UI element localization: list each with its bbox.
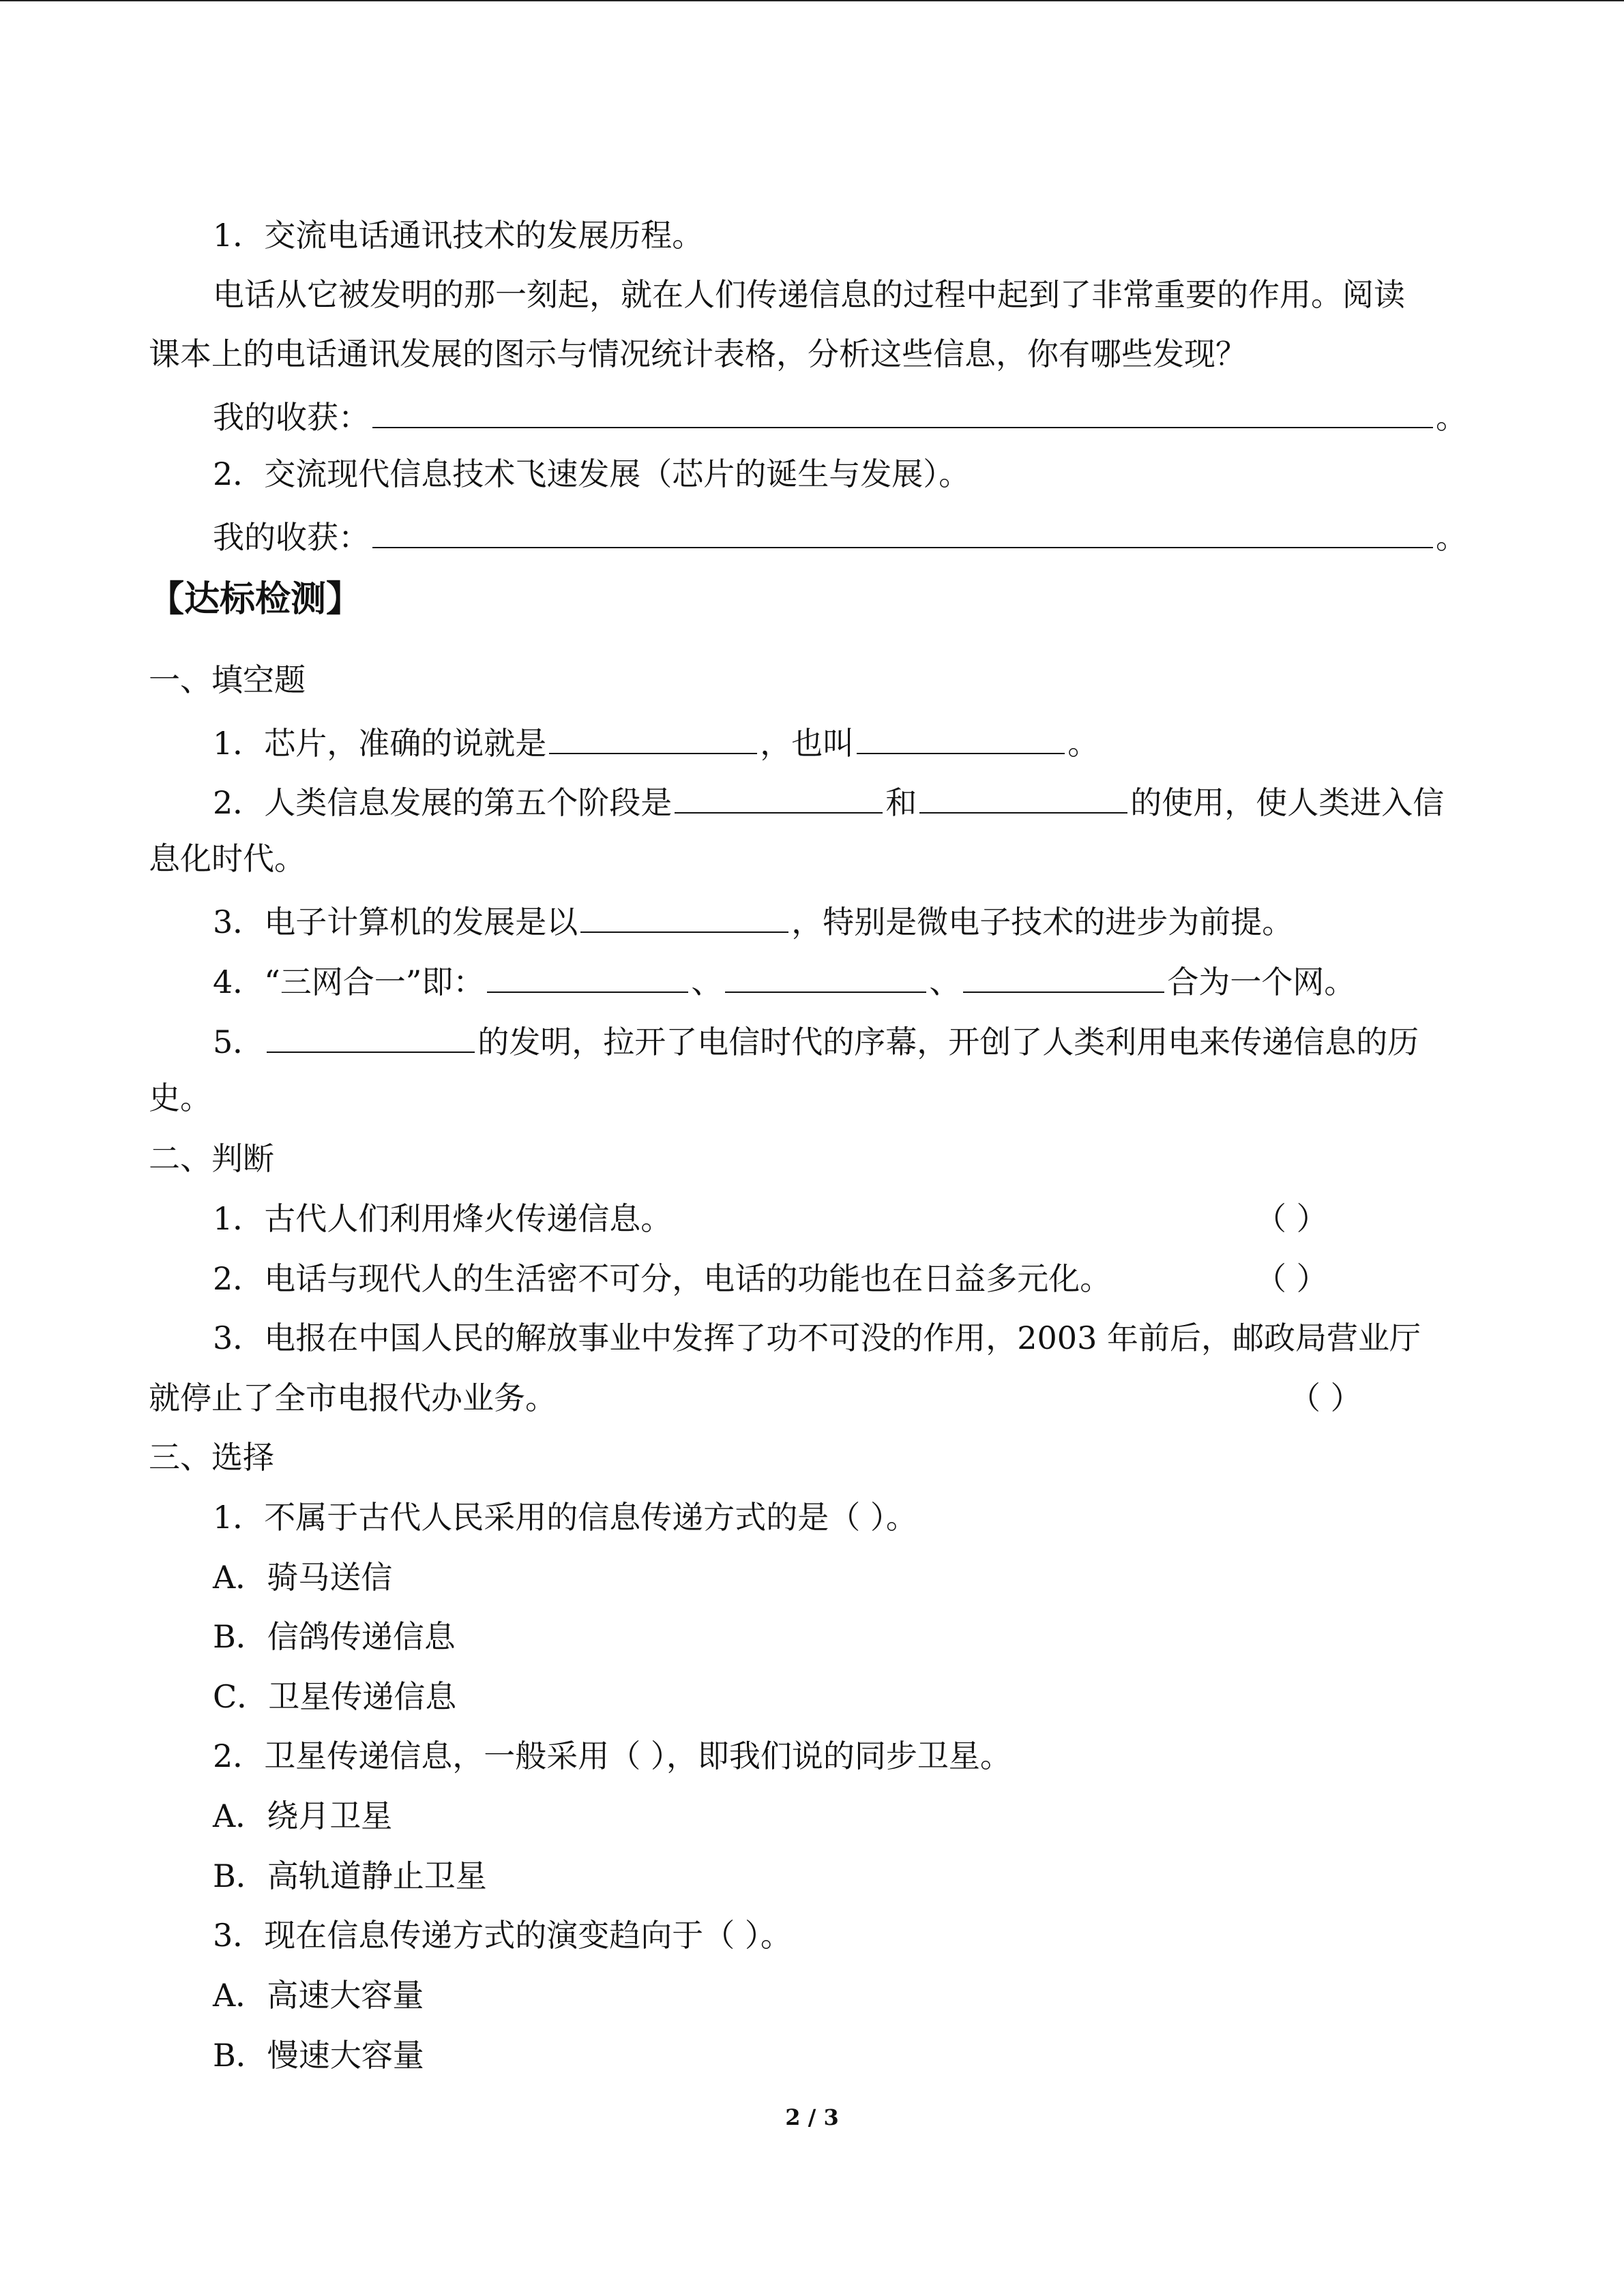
- fill-q1: 1．芯片，准确的说就是 ，也叫 。: [213, 721, 1099, 762]
- gain-line-1: 我的收获： 。: [213, 396, 1467, 436]
- fill-q4-blank-2[interactable]: [725, 960, 926, 993]
- fill-q2-blank-2[interactable]: [919, 781, 1127, 814]
- fill-q4-blank-1[interactable]: [487, 960, 688, 993]
- choice-q1-option-a[interactable]: A．骑马送信: [213, 1559, 393, 1596]
- q1-title: 1．交流电话通讯技术的发展历程。: [213, 217, 704, 254]
- fill-q5: 5． 的发明，拉开了电信时代的序幕，开创了人类利用电来传递信息的历: [213, 1020, 1419, 1061]
- judge-heading: 二、判断: [149, 1140, 274, 1177]
- page-number: 2 / 3: [785, 2104, 839, 2130]
- choice-q2: 2．卫星传递信息，一般采用（ ），即我们说的同步卫星。: [213, 1738, 1012, 1774]
- fill-q5-line2: 史。: [149, 1079, 211, 1116]
- choice-q1-option-c[interactable]: C．卫星传递信息: [213, 1678, 457, 1715]
- section-title: 【达标检测】: [149, 578, 362, 620]
- choice-q2-option-b[interactable]: B．高轨道静止卫星: [213, 1858, 487, 1894]
- fill-q2: 2．人类信息发展的第五个阶段是 和 的使用，使人类进入信: [213, 781, 1444, 822]
- gain-label: 我的收获：: [213, 519, 370, 556]
- fill-q4: 4．“三网合一”即： 、 、 合为一个网。: [213, 960, 1355, 1001]
- judge-q3-line1: 3．电报在中国人民的解放事业中发挥了功不可没的作用，2003 年前后，邮政局营业厅: [213, 1320, 1421, 1356]
- choice-heading: 三、选择: [149, 1439, 274, 1476]
- fill-q3: 3．电子计算机的发展是以 ，特别是微电子技术的进步为前提。: [213, 900, 1293, 941]
- fill-q5-blank[interactable]: [267, 1020, 475, 1053]
- fill-heading: 一、填空题: [149, 661, 306, 698]
- fill-q2-blank-1[interactable]: [675, 781, 883, 814]
- q1-paragraph-line2: 课本上的电话通讯发展的图示与情况统计表格，分析这些信息，你有哪些发现？: [149, 336, 1247, 372]
- judge-q2-answer-paren[interactable]: （ ）: [1255, 1260, 1328, 1297]
- choice-q2-option-a[interactable]: A．绕月卫星: [213, 1798, 393, 1834]
- choice-q3: 3．现在信息传递方式的演变趋向于（ ）。: [213, 1917, 792, 1954]
- judge-q1-answer-paren[interactable]: （ ）: [1255, 1200, 1328, 1237]
- judge-q2: 2．电话与现代人的生活密不可分，电话的功能也在日益多元化。: [213, 1260, 1112, 1297]
- choice-q3-option-b[interactable]: B．慢速大容量: [213, 2037, 424, 2074]
- top-border: [0, 0, 1624, 1]
- judge-q3-answer-paren[interactable]: （ ）: [1289, 1380, 1362, 1416]
- q1-paragraph-line1: 电话从它被发明的那一刻起，就在人们传递信息的过程中起到了非常重要的作用。阅读: [213, 276, 1405, 313]
- q2-title: 2．交流现代信息技术飞速发展（芯片的诞生与发展）。: [213, 456, 971, 492]
- choice-q1-option-b[interactable]: B．信鸽传递信息: [213, 1618, 456, 1655]
- fill-q2-line2: 息化时代。: [149, 840, 306, 877]
- choice-q3-option-a[interactable]: A．高速大容量: [213, 1977, 424, 2014]
- fill-q1-blank-1[interactable]: [549, 721, 757, 754]
- fill-q1-blank-2[interactable]: [857, 721, 1065, 754]
- fill-q4-blank-3[interactable]: [963, 960, 1164, 993]
- gain-line-2: 我的收获： 。: [213, 516, 1467, 556]
- gain-label: 我的收获：: [213, 399, 370, 436]
- choice-q1: 1．不属于古代人民采用的信息传递方式的是（ ）。: [213, 1499, 917, 1536]
- gain-blank-1[interactable]: [372, 396, 1433, 428]
- fill-q3-blank[interactable]: [580, 900, 788, 933]
- judge-q3-line2: 就停止了全市电报代办业务。: [149, 1380, 557, 1416]
- judge-q1: 1．古代人们利用烽火传递信息。: [213, 1200, 673, 1237]
- gain-blank-2[interactable]: [372, 516, 1433, 548]
